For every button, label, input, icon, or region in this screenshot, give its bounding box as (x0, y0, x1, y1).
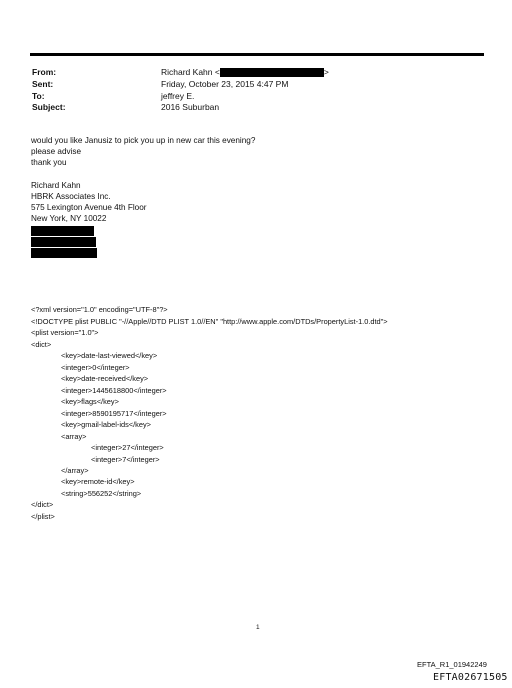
bates-number-secondary: EFTA02671505 (433, 672, 508, 683)
signature-line: 575 Lexington Avenue 4th Floor (31, 203, 147, 212)
xml-line: <key>gmail-label-ids</key> (61, 420, 151, 429)
xml-line: <key>date-last-viewed</key> (61, 351, 158, 360)
message-line: would you like Janusiz to pick you up in new car this evening? (31, 136, 256, 145)
from-name: Richard Kahn < (161, 67, 220, 77)
page-number: 1 (256, 624, 260, 631)
xml-line: <!DOCTYPE plist PUBLIC "-//Apple//DTD PLIST 1.0//EN" "http://www.apple.com/DTDs/PropertyList-1.0.dtd"> (31, 317, 388, 326)
xml-line: <key>remote-id</key> (61, 477, 135, 486)
xml-line: <array> (61, 432, 87, 441)
xml-line: <plist version="1.0"> (31, 328, 99, 337)
to-value: jeffrey E. (161, 91, 195, 101)
to-label: To: (32, 91, 45, 101)
from-value (161, 67, 329, 77)
from-label: From: (32, 67, 57, 77)
signature-line: New York, NY 10022 (31, 214, 107, 223)
xml-line: <integer>27</integer> (91, 443, 164, 452)
redacted-email-address (220, 68, 324, 77)
from-bracket: > (323, 67, 329, 77)
sent-value: Friday, October 23, 2015 4:47 PM (161, 79, 289, 89)
xml-line: </plist> (31, 512, 55, 521)
xml-line: <key>date-received</key> (61, 374, 149, 383)
message-line: please advise (31, 147, 82, 156)
subject-value: 2016 Suburban (161, 102, 220, 112)
xml-line: <integer>7</integer> (91, 455, 160, 464)
header-rule (30, 53, 484, 56)
signature-line: HBRK Associates Inc. (31, 192, 111, 201)
redaction-block (31, 226, 94, 236)
bates-number-primary: EFTA_R1_01942249 (417, 660, 487, 669)
xml-line: <key>flags</key> (61, 397, 119, 406)
xml-line: <?xml version="1.0" encoding="UTF-8"?> (31, 305, 168, 314)
xml-line: <integer>8590195717</integer> (61, 409, 167, 418)
xml-line: </array> (61, 466, 89, 475)
message-line: thank you (31, 158, 67, 167)
xml-line: <string>556252</string> (61, 489, 142, 498)
sent-label: Sent: (32, 79, 54, 89)
redaction-block (31, 248, 97, 258)
xml-line: </dict> (31, 500, 54, 509)
redaction-block (31, 237, 96, 247)
xml-line: <integer>1445618800</integer> (61, 386, 167, 395)
xml-line: <integer>0</integer> (61, 363, 130, 372)
xml-line: <dict> (31, 340, 52, 349)
signature-line: Richard Kahn (31, 181, 81, 190)
subject-label: Subject: (32, 102, 66, 112)
